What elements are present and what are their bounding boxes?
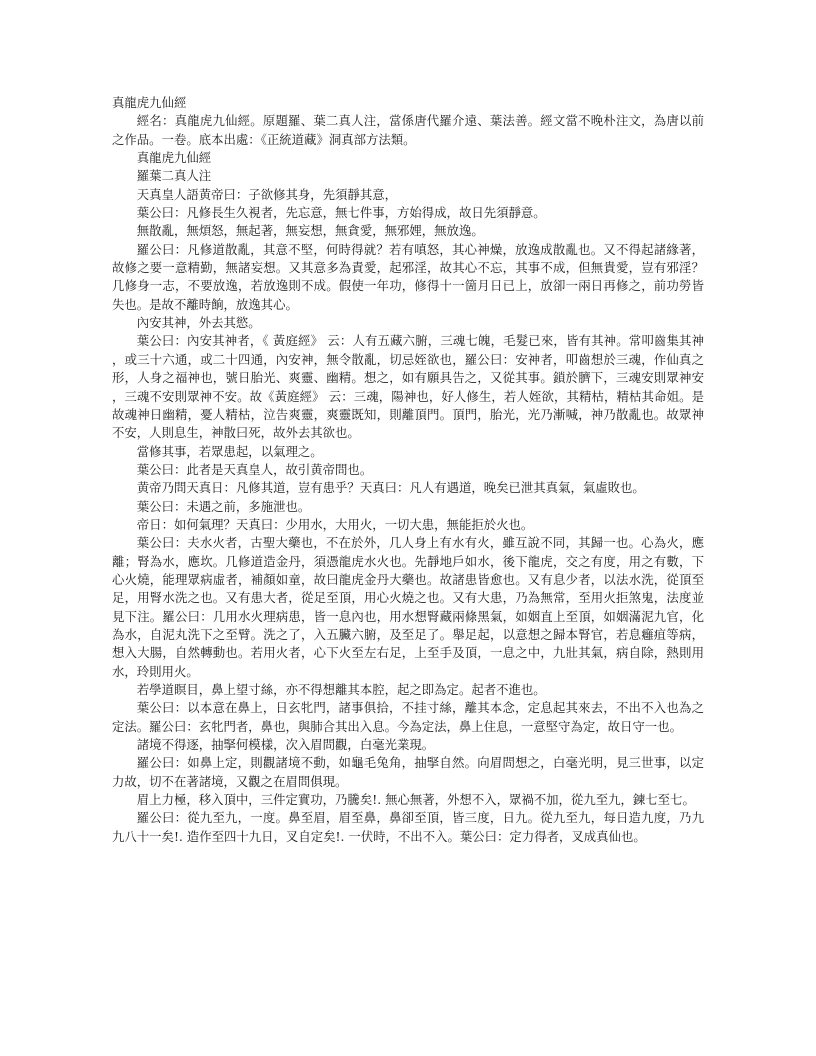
heading-title: 真龍虎九仙經 bbox=[112, 95, 187, 110]
inner-title: 真龍虎九仙經 bbox=[136, 150, 212, 166]
seven-items: 無散亂，無煩怒，無起著，無妄想，無貪愛，無邪娌，無放逸。 bbox=[136, 223, 484, 239]
ye-gong-5: 葉公曰：夫水火者，古聖大藥也，不在於外，几人身上有水有火，雖互說不同，其歸一也。心為火，應離；腎為水，應坎。几修道造金丹，須憑龍虎水火也。先靜地戶如水，後下龍虎，交之有度，用之有數，下心火燒，能理眾病虛者，補顏如童，故曰龍虎金丹大藥也。故諸患皆愈也。又有息少者，以法水洗，從頂至足，用腎水洗之也。又有患大者，從足至頂，用心火燒之也。又有大患，乃為無常，至用火拒煞鬼，法度並見下注。羅公曰：几用水火理病患，皆一息內也，用水想腎藏兩條黑氣，如姻直上至頂，如姻滿泥九官，化為水，自泥丸洗下之至臂。洗之了，入五臟六腑，及至足了。舉足起，以意想之歸本腎官，若息癰疽等病，想入大腸，自然轉動也。若用火者，心下火至左右足，上至手及頂，一息之中，九壯其氣，病自除，熱則用水，玲則用火。 bbox=[112, 535, 704, 679]
colophon: 經名：真龍虎九仙經。原題羅、葉二真人注，當係唐代羅介遠、葉法善。經文當不晚朴注文，為唐以前之作品。一卷。底本出處：《正統道藏》洞真部方法類。 bbox=[112, 113, 704, 147]
ye-gong-3: 葉公曰：此者是天真皇人，故引黄帝問也。 bbox=[136, 461, 373, 477]
luo-gong-3: 羅公曰：從九至九，一度。鼻至眉，眉至鼻，鼻卻至頂，皆三度，日九。從九至九，每日造九度，乃九九八十一矣!. 造作至四十九日，叉自定矣!. 一伏時，不出不入。葉公曰：定力得者，叉成真仙也。 bbox=[112, 810, 704, 844]
ye-gong-1: 葉公曰：凡修長生久視者，先忘意，無七件事，方始得成，故日先須靜意。 bbox=[136, 205, 546, 221]
huangdi-ask: 黄帝乃問天真日：凡修其道，豈有患乎？天真曰：凡人有遇道，晚矣已泄其真氣，氣虛敗也。 bbox=[136, 480, 645, 496]
meishang: 眉上力極，移入頂中，三件定實功，乃騰矣!. 無心無著，外想不入，眾禍不加，從九至九，鍊七至七。 bbox=[136, 792, 695, 808]
document-text-block bbox=[112, 94, 704, 846]
dang-xiu-qi-shi: 當修其事，若眾患起，以氣理之。 bbox=[136, 443, 323, 459]
ye-gong-6: 葉公曰：以本意在鼻上，日玄牝門，諸事俱拾，不挂寸絲，離其本念，定息起其來去，不出不入也為之定法。羅公曰：玄牝門者，鼻也，與肺合其出入息。今為定法，鼻上住息，一意堅守為定，故日守一也。 bbox=[112, 700, 704, 734]
ruo-xue-dao: 若學道瞑目，鼻上望寸絲，亦不得想離其本腔，起之即為定。起者不進也。 bbox=[136, 682, 546, 697]
luo-gong-2: 羅公曰：如鼻上定，則觀諸境不動，如龜毛兔角，抽掔自然。向眉問想之，白毫光明，見三世事，以定力故，切不在著諸境，又觀之在眉問俱現。 bbox=[112, 755, 704, 789]
inner-peace: 內安其神，外去其慾。 bbox=[136, 315, 261, 331]
ye-gong-2: 葉公曰：內安其神者，《 黃庭經》 云：人有五藏六腑，三魂七魄，毛髮已來，皆有其神。常叩齒集其神，或三十六通，或二十四通，內安神，無令散亂，切忌姪欲也，羅公曰：安神者，叩齒想於三魂，作仙真之形，人身之福神也，號日胎光、爽靈、幽精。想之，如有願具告之，又從其事。鎖於臍下，三魂安則眾神安，三魂不安則眾神不安。故《黃庭經》 云：三魂，陽神也，好人修生，若人姪欲，其精枯，精枯其命姐。是故魂神日幽精，憂人精枯，泣告爽靈，爽靈既知，則離頂門。頂門，胎光，光乃漸喊，神乃散亂也。故眾神不安，人則息生，神散曰死，故外去其欲也。 bbox=[112, 333, 704, 441]
line-tianzhen-huangdi: 天真皇人語黄帝曰：子欲修其身，先須靜其意， bbox=[136, 186, 397, 202]
annotators: 羅葉二真人注 bbox=[136, 168, 212, 184]
zhujing: 諸境不得逐，抽掔何模樣，次入眉問觀，白毫光業現。 bbox=[136, 737, 435, 753]
luo-gong-1: 羅公曰：凡修道散亂，其意不堅，何時得就？若有嗔怒，其心神燥，放逸成散亂也。又不得起諸緣著，故修之要一意精勤，無諸妄想。又其意多為責愛，起邪淫，故其心不忘，其事不成，但無貴愛，豈有邪淫？几修身一志，不要放逸，若放逸則不成。假使一年功，修得十一箇月日已上，放卻一兩日再修之，前功勞皆失也。是故不離時餉，放逸其心。 bbox=[112, 241, 704, 312]
di-yue: 帝日：如何氣理？天真曰：少用水，大用火，一切大患，無能拒於火也。 bbox=[136, 516, 534, 532]
ye-gong-4: 葉公曰：未遇之前，多施泄也。 bbox=[136, 498, 311, 514]
